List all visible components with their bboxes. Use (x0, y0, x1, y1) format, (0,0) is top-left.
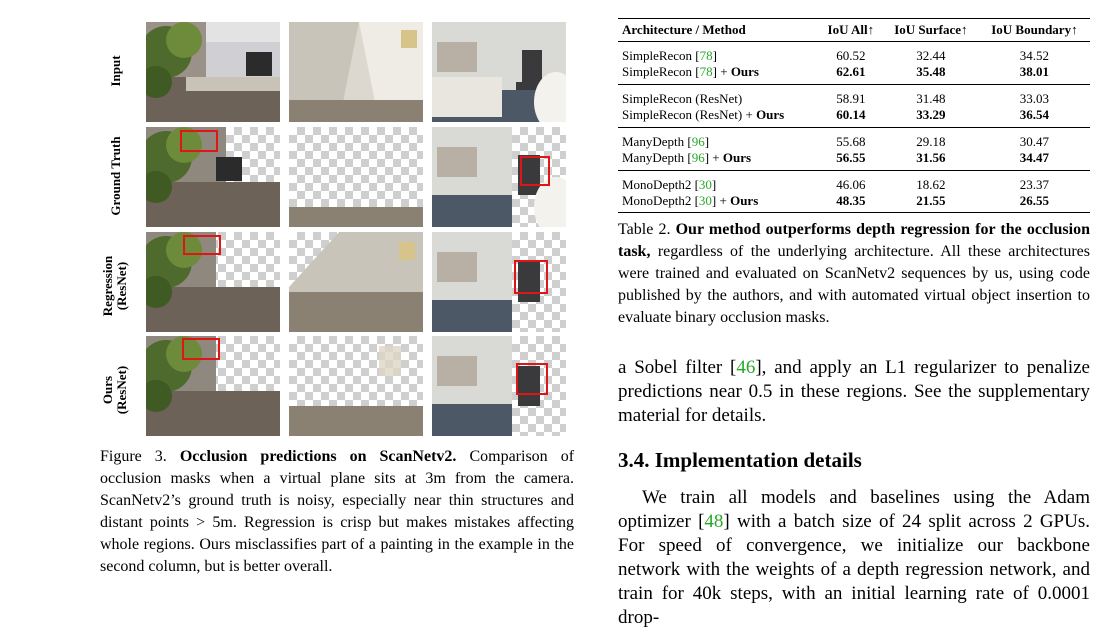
table-row (618, 107, 1090, 128)
figure-caption (100, 446, 574, 578)
table-cell: 58.91 (836, 91, 866, 106)
table-row (618, 150, 1090, 171)
table-cell: 30.47 (1019, 134, 1050, 149)
citation-link[interactable]: 78 (699, 48, 713, 63)
method-name: SimpleRecon (ResNet) (622, 91, 743, 106)
highlight-box (516, 363, 548, 395)
highlight-box (183, 235, 221, 255)
method-name: ManyDepth [96] (622, 134, 710, 149)
citation-link[interactable]: 78 (699, 64, 713, 79)
method-name: SimpleRecon (ResNet) + Ours (618, 107, 819, 128)
highlight-box (180, 130, 218, 152)
table-cell: 60.52 (836, 48, 866, 63)
col-header-method: Architecture / Method (618, 19, 819, 42)
table-cell: 34.47 (979, 150, 1090, 171)
table-row (618, 193, 1090, 213)
row-label-input: Input (108, 55, 123, 87)
highlight-box (514, 260, 548, 294)
col-header-iou-all: IoU All↑ (819, 19, 883, 42)
citation-link[interactable]: 30 (698, 193, 712, 208)
citation-link[interactable]: 46 (736, 357, 756, 378)
section-heading: 3.4. Implementation details (618, 448, 862, 472)
image-input-stairwell (289, 22, 423, 122)
method-name: MonoDepth2 [30] (622, 177, 717, 192)
table-row (618, 42, 1090, 65)
table-cell: 46.06 (836, 177, 866, 192)
table-cell: 36.54 (979, 107, 1090, 128)
table-cell: 60.14 (819, 107, 883, 128)
method-name: SimpleRecon [78] + Ours (618, 64, 819, 85)
row-label-ours: Ours (ResNet) (100, 365, 129, 415)
image-gt-office (146, 127, 280, 227)
figure-caption-text: Comparison of occlusion masks when a virtual plane sits at 3m from the camera. ScanNetv2’s ground truth is noisy, especially near thin structures and distant points > 5m. Regression is crisp but makes mistakes affecting whole regions. Ours misclassifies part of a painting in the example in the second column, but is better overall. (100, 448, 575, 575)
image-ours-stairwell (289, 336, 423, 436)
table-cell: 31.56 (883, 150, 979, 171)
citation-link[interactable]: 96 (691, 150, 705, 165)
table-row (618, 85, 1090, 108)
table-cell: 21.55 (883, 193, 979, 213)
table-cell: 55.68 (836, 134, 866, 149)
image-regression-chair (432, 232, 566, 332)
col-header-iou-surface: IoU Surface↑ (883, 19, 979, 42)
table-cell: 32.44 (916, 48, 946, 63)
highlight-box (182, 338, 220, 360)
figure-caption-title: Occlusion predictions on ScanNetv2. (179, 448, 457, 465)
table-caption-text: regardless of the underlying architecture. All these architectures were trained and evaluated on ScanNetv2 sequences by us, using code published by the authors, and with automated virtual object insertion to evaluate binary occlusion masks. (618, 243, 1091, 326)
col-header-iou-boundary: IoU Boundary↑ (979, 19, 1090, 42)
table-cell: 38.01 (979, 64, 1090, 85)
highlight-box (520, 156, 550, 186)
image-gt-chair (432, 127, 566, 227)
table-cell: 48.35 (819, 193, 883, 213)
method-name: SimpleRecon [78] (622, 48, 717, 63)
table-caption-label: Table 2. (618, 221, 671, 238)
image-gt-stairwell (289, 127, 423, 227)
table-cell: 31.48 (916, 91, 946, 106)
table-cell: 62.61 (819, 64, 883, 85)
method-name: MonoDepth2 [30] + Ours (618, 193, 819, 213)
table-2 (618, 18, 1090, 329)
table-row (618, 64, 1090, 85)
table-caption-title: Our method outperforms depth regression for the occlusion task, (618, 221, 1091, 260)
table-row (618, 128, 1090, 151)
image-regression-stairwell (289, 232, 423, 332)
citation-link[interactable]: 30 (698, 177, 712, 192)
table-cell: 26.55 (979, 193, 1090, 213)
row-label-regression: Regression (ResNet) (100, 255, 129, 317)
image-regression-office (146, 232, 280, 332)
figure-caption-label: Figure 3. (100, 448, 167, 465)
citation-link[interactable]: 48 (704, 511, 724, 532)
table-cell: 33.29 (883, 107, 979, 128)
table-cell: 34.52 (1019, 48, 1050, 63)
image-ours-office (146, 336, 280, 436)
table-cell: 33.03 (1019, 91, 1050, 106)
table-caption (618, 219, 1090, 329)
table-row (618, 171, 1090, 194)
table-cell: 18.62 (916, 177, 946, 192)
paragraph-sobel: a Sobel filter [46], and apply an L1 regularizer to penalize predictions near 0.5 in these regions. See the supplementary material for details. (618, 357, 1090, 426)
table-cell: 23.37 (1019, 177, 1050, 192)
paragraph-implementation: We train all models and baselines using the Adam optimizer [48] with a batch size of 24 split across 2 GPUs. For speed of convergence, we initialize our backbone network with the weights of a depth regression network, and train for 40k steps, with an initial learning rate of 0.0001 drop- (618, 487, 1090, 628)
image-ours-chair (432, 336, 566, 436)
method-name: ManyDepth [96] + Ours (618, 150, 819, 171)
row-label-ground-truth: Ground Truth (108, 136, 123, 216)
image-input-chair (432, 22, 566, 122)
citation-link[interactable]: 96 (691, 134, 705, 149)
image-input-office (146, 22, 280, 122)
table-cell: 56.55 (819, 150, 883, 171)
table-cell: 29.18 (916, 134, 946, 149)
table-cell: 35.48 (883, 64, 979, 85)
